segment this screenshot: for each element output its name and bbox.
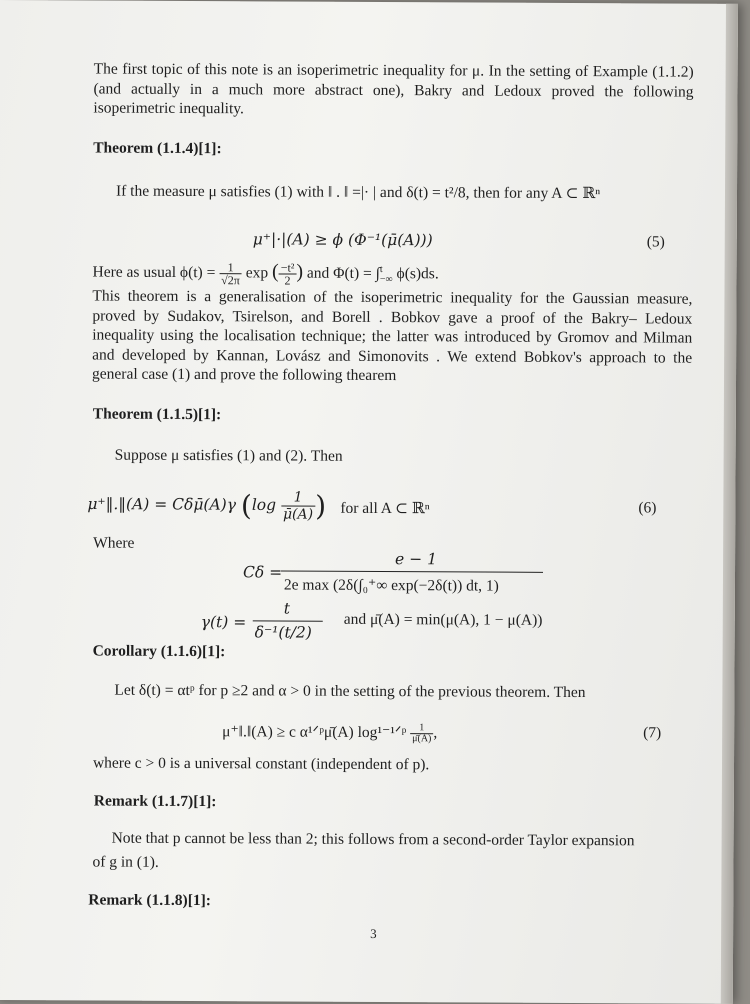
equation-6-denominator: μ̄(A): [282, 506, 314, 523]
equation-6-numerator: 1: [281, 489, 315, 506]
phi-fraction-numerator: 1: [219, 261, 242, 274]
here-as-usual-line: Here as usual ϕ(t) = $\frac{1}{√2\pi}$ exp ( $\frac{\text{−t²}}{2}$ ) and Φ(t) = ∫ t −∞ ϕ(s)ds.: [92, 260, 439, 288]
phi-definition-text: Here as usual ϕ(t) =: [92, 263, 216, 282]
where-text: Where: [93, 534, 135, 552]
gamma-lhs: γ(t) =: [200, 613, 247, 632]
mu-bar-definition: and μ̄(A) = min(μ(A), 1 − μ(A)): [343, 610, 543, 629]
remark-117-line2: of g in (1).: [92, 853, 159, 871]
exponent-denominator: 2: [284, 273, 291, 288]
gamma-numerator: t: [283, 599, 291, 618]
c-delta-lhs: Cδ =: [242, 563, 283, 582]
intro-paragraph: The first topic of this note is an isoperimetric inequality for μ. In the setting of Example (1.1.2) (and actually in a much more abstract one), Bakry and Ledoux proved the following isoperimetric inequality.: [93, 60, 694, 118]
gamma-denominator: δ⁻¹(t/2): [254, 623, 312, 642]
theorem-115-statement: Suppose μ satisfies (1) and (2). Then: [114, 446, 343, 465]
integrand-text: ϕ(s)ds.: [396, 265, 439, 283]
equation-5-number: (5): [646, 233, 665, 251]
theorem-114-body: This theorem is a generalisation of the isoperimetric inequality for the Gaussian measure, proved by Sudakov, Tsirelson, and Borell . Bobkov gave a proof of the Bakry– Ledoux inequality using the localisation technique; the latter was introduced by Gromov and Milman and developed by Kannan, Lovász and Simonovits . We extend Bobkov's approach to the general case (1) and prove the following thearem: [91, 287, 693, 385]
equation-6-number: (6): [638, 499, 657, 517]
equation-6-condition: for all A ⊂ ℝⁿ: [340, 499, 430, 518]
equation-7: [222, 722, 437, 744]
corollary-116-statement: Let δ(t) = αtᵖ for p ≥2 and α > 0 in the setting of the previous theorem. Then: [114, 681, 586, 702]
integral-upper-limit: t: [379, 263, 383, 275]
equation-7-number: (7): [643, 724, 662, 742]
exponent-numerator: −t²: [280, 260, 295, 275]
Phi-definition-text: and Φ(t) = ∫: [306, 264, 380, 283]
c-delta-denominator: 2e max (2δ(∫₀⁺∞ exp(−2δ(t)) dt, 1): [283, 576, 499, 595]
equation-7-fraction: [410, 723, 433, 744]
page-edge: [721, 4, 738, 1004]
theorem-114-heading: Theorem (1.1.4)[1]:: [93, 139, 222, 158]
equation-6-fraction: [281, 489, 315, 522]
exp-text: exp: [245, 264, 269, 282]
gamma-fraction-bar: [253, 620, 323, 621]
c-delta-numerator: e − 1: [395, 550, 438, 569]
log-text: log: [251, 495, 277, 514]
equation-6-lhs: μ⁺‖.‖(A) = Cδμ̄(A)γ: [87, 494, 237, 514]
remark-117-line1: Note that p cannot be less than 2; this follows from a second-order Taylor expansion: [111, 829, 635, 850]
c-delta-fraction-bar: [281, 570, 543, 572]
theorem-115-heading: Theorem (1.1.5)[1]:: [92, 405, 222, 424]
remark-117-heading: Remark (1.1.7)[1]:: [93, 792, 217, 811]
equation-7-comma: ,: [433, 724, 438, 742]
equation-7-denominator: μ̄(A): [412, 733, 432, 745]
corollary-116-heading: Corollary (1.1.6)[1]:: [92, 642, 226, 661]
corollary-116-after: where c > 0 is a universal constant (independent of p).: [92, 754, 430, 774]
integral-lower-limit: −∞: [379, 273, 393, 285]
remark-118-heading: Remark (1.1.8)[1]:: [88, 891, 212, 910]
equation-7-numerator: 1: [410, 723, 433, 734]
phi-fraction: [219, 261, 242, 286]
exponent-fraction: [279, 261, 297, 286]
page-number: 3: [370, 925, 377, 941]
equation-5: μ⁺|·|(A) ≥ ϕ (Φ⁻¹(μ̄(A))): [252, 230, 433, 250]
equation-6: μ⁺‖.‖(A) = Cδμ̄(A)γ (log $\frac{1}{\mū(A)}$ ): [87, 489, 327, 523]
equation-7-body: μ⁺‖.‖(A) ≥ c α¹ᐟᵖμ̄(A) log¹⁻¹ᐟᵖ: [222, 723, 407, 742]
phi-fraction-denominator: √2π: [221, 273, 240, 288]
theorem-114-statement: If the measure μ satisfies (1) with ‖ . ‖ =|· | and δ(t) = t²/8, then for any A ⊂ ℝⁿ: [115, 182, 601, 203]
